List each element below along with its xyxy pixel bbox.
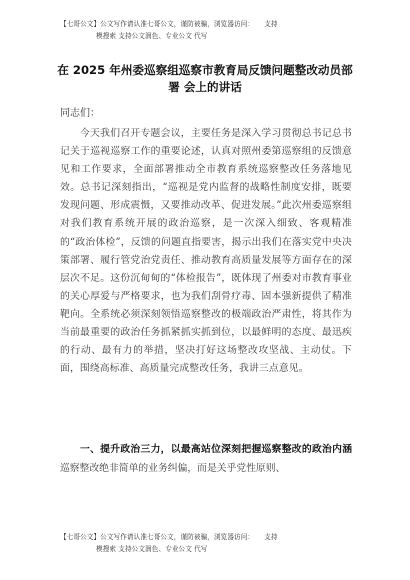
section-paragraph: [60, 441, 352, 478]
page-footer: [60, 531, 360, 555]
header-line-2: 模搜索 支持公文润色、专业公文 代写: [96, 32, 208, 40]
header-support: 支持: [264, 20, 278, 28]
header-line-1: [60, 18, 360, 30]
salutation: 同志们：: [60, 108, 100, 119]
body-paragraph: 今天我们召开专题会议，主要任务是深入学习贯彻总书记总书记关于巡视巡察工作的重要论述，认真对照州委第巡察组的反馈意见和工作要求，全面部署推动全市教育系统巡察整改任务落地见效。总书记深刻指出，“巡视是党内监督的战略性制度安排，既要发现问题、形成震慑，又要推动改革、促进发展。”此次州委巡察组对我们教育系统开展的政治巡察，是一次深入细致、客观精准的“政治体检”，反馈的问题直指要害，揭示出我们在落实党中央决策部署、履行管党治党责任、推动教育高质量发展等方面存在的深层次不足。这份沉甸甸的“体检报告”，既体现了州委对市教育事业的关心厚爱与严格要求，也为我们刮骨疗毒、固本强新提供了精准靶向。全系统必须深刻领悟巡察整改的极端政治严肃性，将其作为当前最重要的政治任务抓紧抓实抓到位，以最鲜明的态度、最迅疾的行动、最有力的举措，坚决打好这场整改攻坚战、主动仗。下面，围绕高标准、高质量完成整改任务，我讲三点意见。: [60, 128, 352, 375]
section-text: 巡察整改绝非简单的业务纠偏，而是关乎党性原则、: [60, 462, 286, 474]
footer-line-1: [60, 531, 360, 543]
footer-line-2: 模搜索 支持公文润色、专业公文 代写: [96, 545, 208, 553]
section-heading: 一、提升政治三力，以最高站位深刻把握巡察整改的政治内涵: [80, 444, 352, 455]
header-notice: 【七哥公文】公文写作请认准七哥公文，谨防被骗，浏览器访问：: [60, 20, 255, 28]
document-title: 在 2025 年州委巡察组巡察市教育局反馈问题整改动员部署 会上的讲话: [57, 63, 353, 94]
page-header: [60, 18, 360, 42]
footer-notice: 【七哥公文】公文写作请认准七哥公文，谨防被骗，浏览器访问：: [60, 533, 255, 541]
footer-support: 支持: [264, 533, 278, 541]
